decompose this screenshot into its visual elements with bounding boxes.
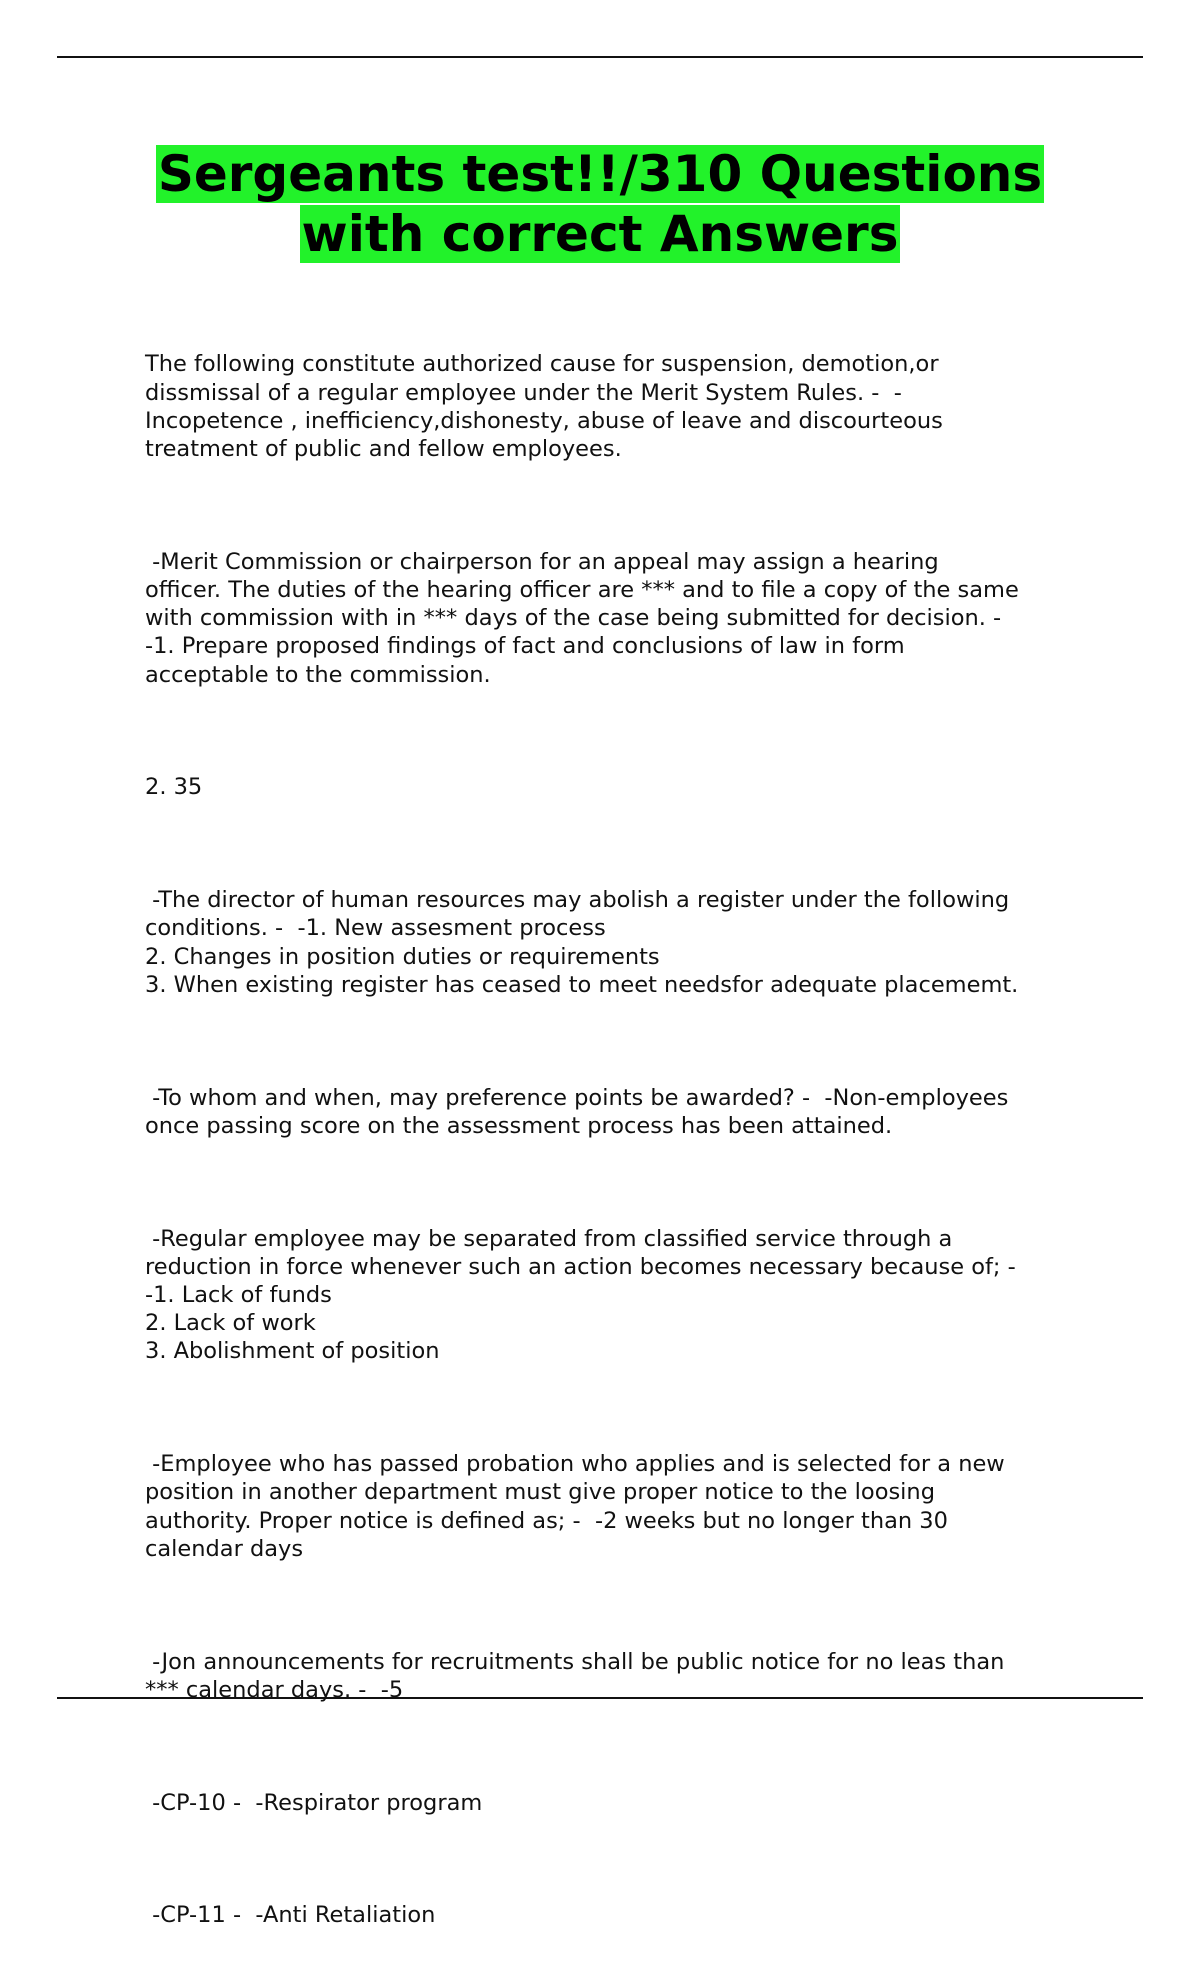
qa-entry-4: -The director of human resources may abolish a register under the following conditions. - -1. New assesment process 2. Changes in position duties or requirements 3. When existing register has ceased to meet needsfor adequate placememt. [145, 887, 1019, 998]
qa-entry-2: -Merit Commission or chairperson for an appeal may assign a hearing officer. The duties of the hearing officer are *** and to file a copy of the same with commission with in *** days of the case being submitted for decision. - -1. Prepare proposed findings of fact and conclusions of law in form acceptable to the commission. [145, 548, 1019, 688]
title-line-2-text: with correct Answers [301, 205, 899, 263]
document-title [100, 144, 1100, 264]
qa-entry-9: -CP-10 - -Respirator program [145, 1789, 483, 1816]
bottom-rule [57, 1697, 1143, 1699]
title-line-1-text: Sergeants test!!/310 Questions [157, 145, 1043, 203]
title-line-2 [100, 204, 1100, 264]
qa-entry-5: -To whom and when, may preference points be awarded? - -Non-employees once passing score on the assessment process has been attained. [145, 1084, 1009, 1139]
document-body [145, 294, 1095, 1986]
qa-entry-7: -Employee who has passed probation who applies and is selected for a new position in another department must give proper notice to the loosing authority. Proper notice is defined as; - -2 weeks but no longer than 30 calendar days [145, 1451, 1005, 1562]
top-rule [57, 56, 1143, 58]
title-line-1 [100, 144, 1100, 204]
qa-entry-8: -Jon announcements for recruitments shall be public notice for no leas than *** calendar days. - -5 [145, 1648, 1005, 1703]
qa-entry-10: -CP-11 - -Anti Retaliation [145, 1902, 436, 1929]
qa-entry-3: 2. 35 [145, 774, 203, 801]
qa-entry-1: The following constitute authorized cause for suspension, demotion,or dissmissal of a regular employee under the Merit System Rules. - - Incopetence , inefficiency,dishonesty, abuse of leave and discourteous treatment of public and fellow employees. [145, 351, 943, 463]
qa-entry-6: -Regular employee may be separated from classified service through a reduction in force whenever such an action becomes necessary because of; - -1. Lack of funds 2. Lack of work 3. Abolishment of position [145, 1225, 1016, 1365]
